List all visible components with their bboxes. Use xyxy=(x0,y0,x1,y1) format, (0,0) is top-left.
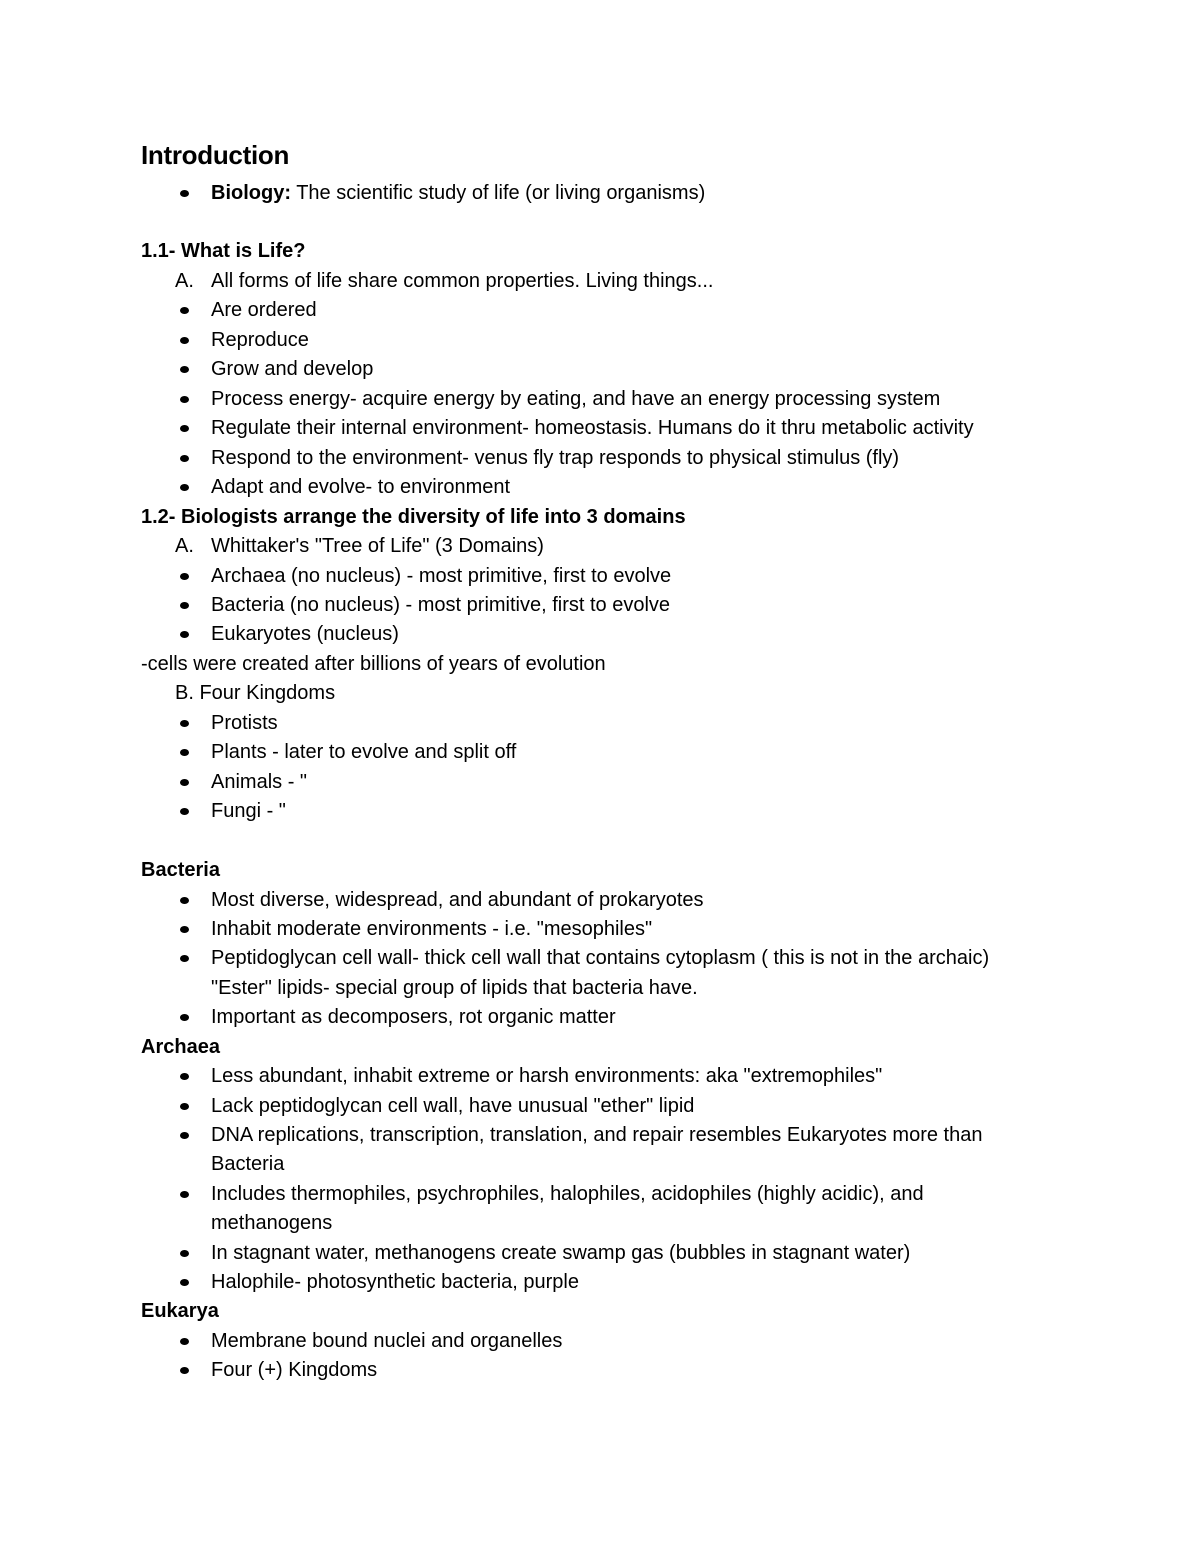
list-item: Regulate their internal environment- homeostasis. Humans do it thru metabolic activity xyxy=(211,417,974,439)
list-item: Archaea (no nucleus) - most primitive, first to evolve xyxy=(211,565,672,587)
list-item: Important as decomposers, rot organic matter xyxy=(211,1006,616,1028)
list-item: Are ordered xyxy=(211,299,317,321)
section-heading: Bacteria xyxy=(141,859,220,881)
list-item: In stagnant water, methanogens create swamp gas (bubbles in stagnant water) xyxy=(211,1242,911,1264)
lettered-item xyxy=(175,534,544,558)
item-letter: A. xyxy=(175,270,194,292)
list-item: Eukaryotes (nucleus) xyxy=(211,623,399,645)
list-item xyxy=(211,181,705,205)
list-item: Process energy- acquire energy by eating, and have an energy processing system xyxy=(211,388,941,410)
term-label: Biology: xyxy=(211,182,291,204)
list-item: Grow and develop xyxy=(211,358,374,380)
list-item: Four (+) Kingdoms xyxy=(211,1359,378,1381)
list-item-continuation: "Ester" lipids- special group of lipids that bacteria have. xyxy=(211,977,698,999)
section-heading: Archaea xyxy=(141,1036,220,1058)
lettered-item: B. Four Kingdoms xyxy=(175,682,336,704)
list-item: Most diverse, widespread, and abundant of prokaryotes xyxy=(211,889,704,911)
list-item: Membrane bound nuclei and organelles xyxy=(211,1330,563,1352)
term-definition: The scientific study of life (or living organisms) xyxy=(291,182,706,204)
list-item: Less abundant, inhabit extreme or harsh environments: aka "extremophiles" xyxy=(211,1065,883,1087)
list-item: Halophile- photosynthetic bacteria, purple xyxy=(211,1271,579,1293)
item-letter: A. xyxy=(175,535,194,557)
item-text: Whittaker's "Tree of Life" (3 Domains) xyxy=(211,535,544,557)
list-item-continuation: Bacteria xyxy=(211,1153,285,1175)
list-item: Respond to the environment- venus fly trap responds to physical stimulus (fly) xyxy=(211,447,900,469)
list-item: Lack peptidoglycan cell wall, have unusual "ether" lipid xyxy=(211,1095,695,1117)
list-item-continuation: methanogens xyxy=(211,1212,333,1234)
list-item: Bacteria (no nucleus) - most primitive, first to evolve xyxy=(211,594,671,616)
item-text: All forms of life share common properties. Living things... xyxy=(211,270,714,292)
lettered-item xyxy=(175,269,713,293)
list-item: Adapt and evolve- to environment xyxy=(211,476,511,498)
list-item: Reproduce xyxy=(211,329,309,351)
note-text: -cells were created after billions of years of evolution xyxy=(141,653,606,675)
list-item: Inhabit moderate environments - i.e. "mesophiles" xyxy=(211,918,653,940)
list-item: Plants - later to evolve and split off xyxy=(211,741,517,763)
section-heading: Eukarya xyxy=(141,1300,219,1322)
list-item: Animals - " xyxy=(211,771,308,793)
section-heading: 1.2- Biologists arrange the diversity of life into 3 domains xyxy=(141,506,686,528)
list-item: DNA replications, transcription, translation, and repair resembles Eukaryotes more than xyxy=(211,1124,983,1146)
list-item: Fungi - " xyxy=(211,800,286,822)
list-item: Includes thermophiles, psychrophiles, halophiles, acidophiles (highly acidic), and xyxy=(211,1183,924,1205)
list-item: Peptidoglycan cell wall- thick cell wall that contains cytoplasm ( this is not in the archaic) xyxy=(211,947,990,969)
list-item: Protists xyxy=(211,712,278,734)
section-heading: 1.1- What is Life? xyxy=(141,240,306,262)
page-title: Introduction xyxy=(141,140,290,170)
